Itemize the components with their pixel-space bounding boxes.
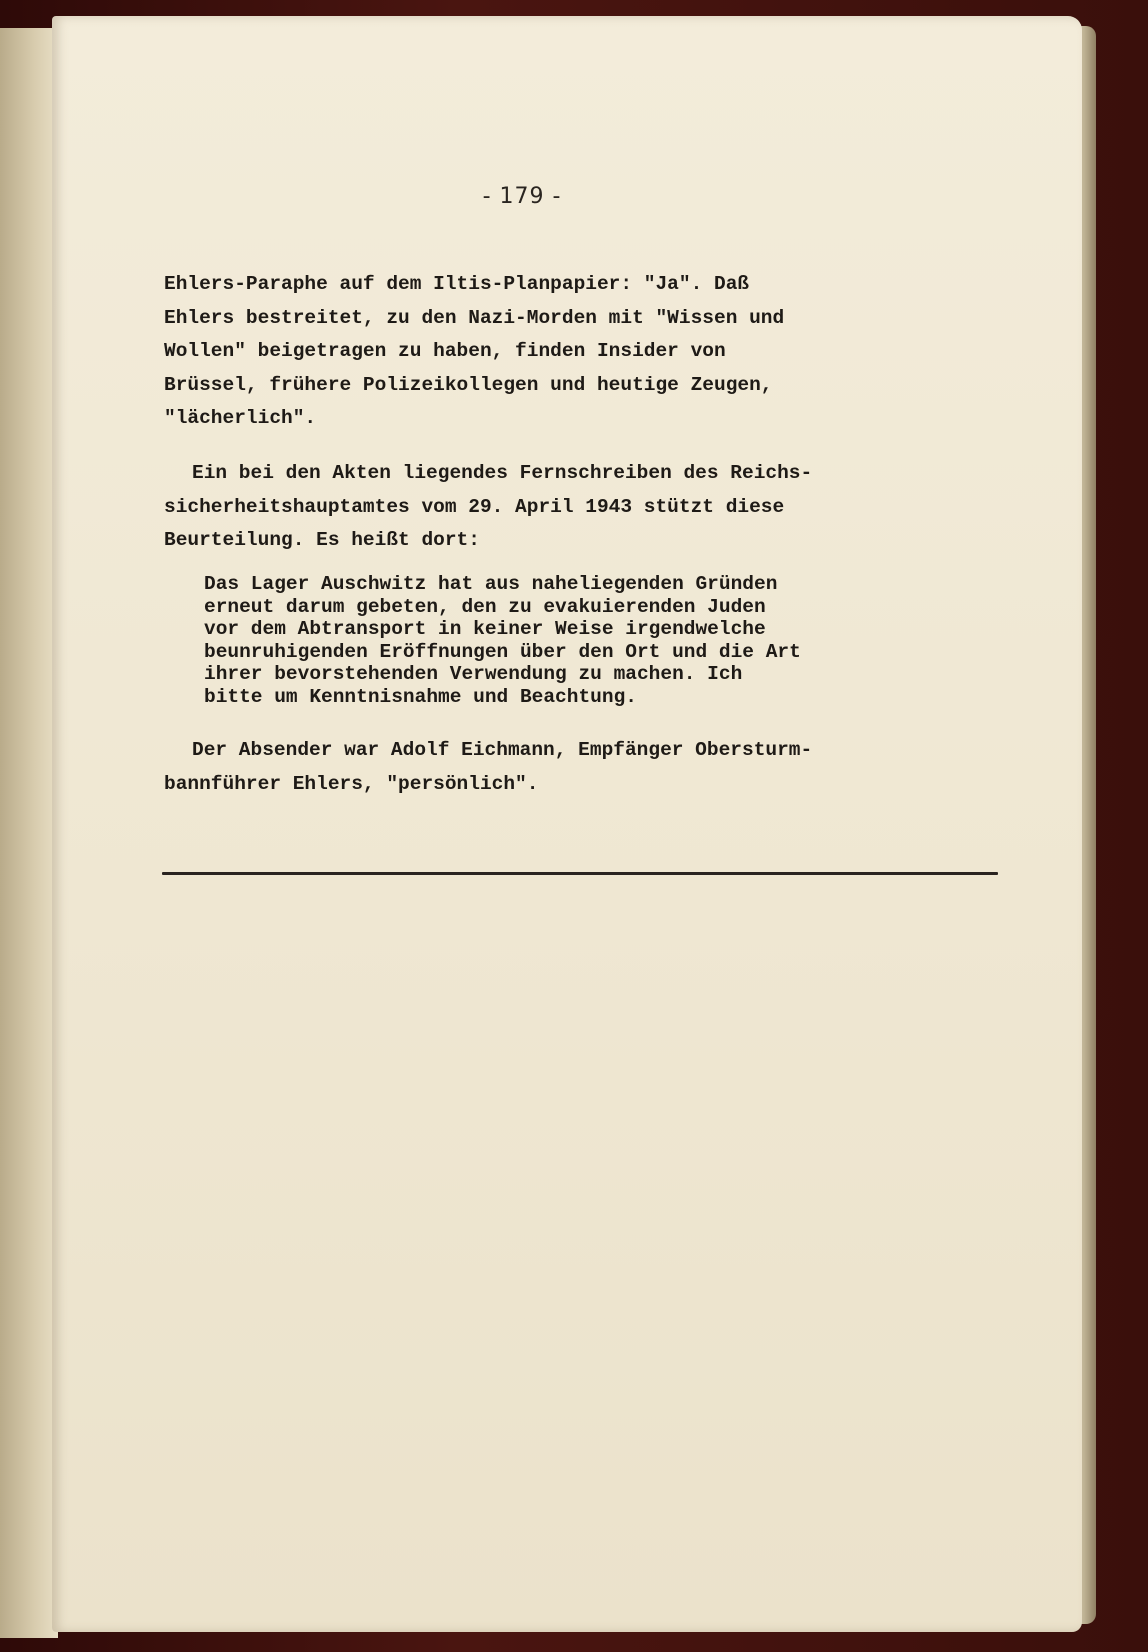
paragraph-1 [164, 268, 984, 436]
text-line: Wollen" beigetragen zu haben, finden Insider von [164, 340, 726, 362]
text-line: bannführer Ehlers, "persönlich". [164, 772, 539, 795]
paragraph-3 [164, 734, 984, 801]
text-line: Brüssel, frühere Polizeikollegen und heutige Zeugen, [164, 373, 773, 396]
text-line: Ein bei den Akten liegendes Fernschreiben des Reichs- [192, 462, 813, 484]
quote-line: erneut darum gebeten, den zu evakuierenden Juden [204, 595, 766, 618]
quote-line: vor dem Abtransport in keiner Weise irgendwelche [204, 618, 766, 640]
text-line: sicherheitshauptamtes vom 29. April 1943 stützt diese [164, 495, 785, 518]
text-line: Ehlers-Paraphe auf dem Iltis-Planpapier: "Ja". Daß [164, 273, 750, 295]
text-line: Ehlers bestreitet, zu den Nazi-Morden mit "Wissen und [164, 306, 785, 329]
document-page [52, 16, 1082, 1632]
text-line: "lächerlich". [164, 407, 317, 429]
quote-line: bitte um Kenntnisnahme und Beachtung. [204, 685, 637, 708]
facing-page-edge [0, 28, 58, 1638]
horizontal-rule [162, 872, 998, 875]
block-quote-telex [204, 573, 984, 708]
paragraph-2 [164, 457, 984, 558]
text-line: Der Absender war Adolf Eichmann, Empfänger Obersturm- [192, 739, 813, 761]
page-number: - 179 - [482, 184, 562, 209]
quote-line: beunruhigenden Eröffnungen über den Ort und die Art [204, 640, 801, 663]
quote-line: ihrer bevorstehenden Verwendung zu machen. Ich [204, 663, 743, 685]
quote-line: Das Lager Auschwitz hat aus naheliegenden Gründen [204, 573, 778, 595]
text-line: Beurteilung. Es heißt dort: [164, 529, 480, 551]
page-content [52, 16, 1082, 1632]
